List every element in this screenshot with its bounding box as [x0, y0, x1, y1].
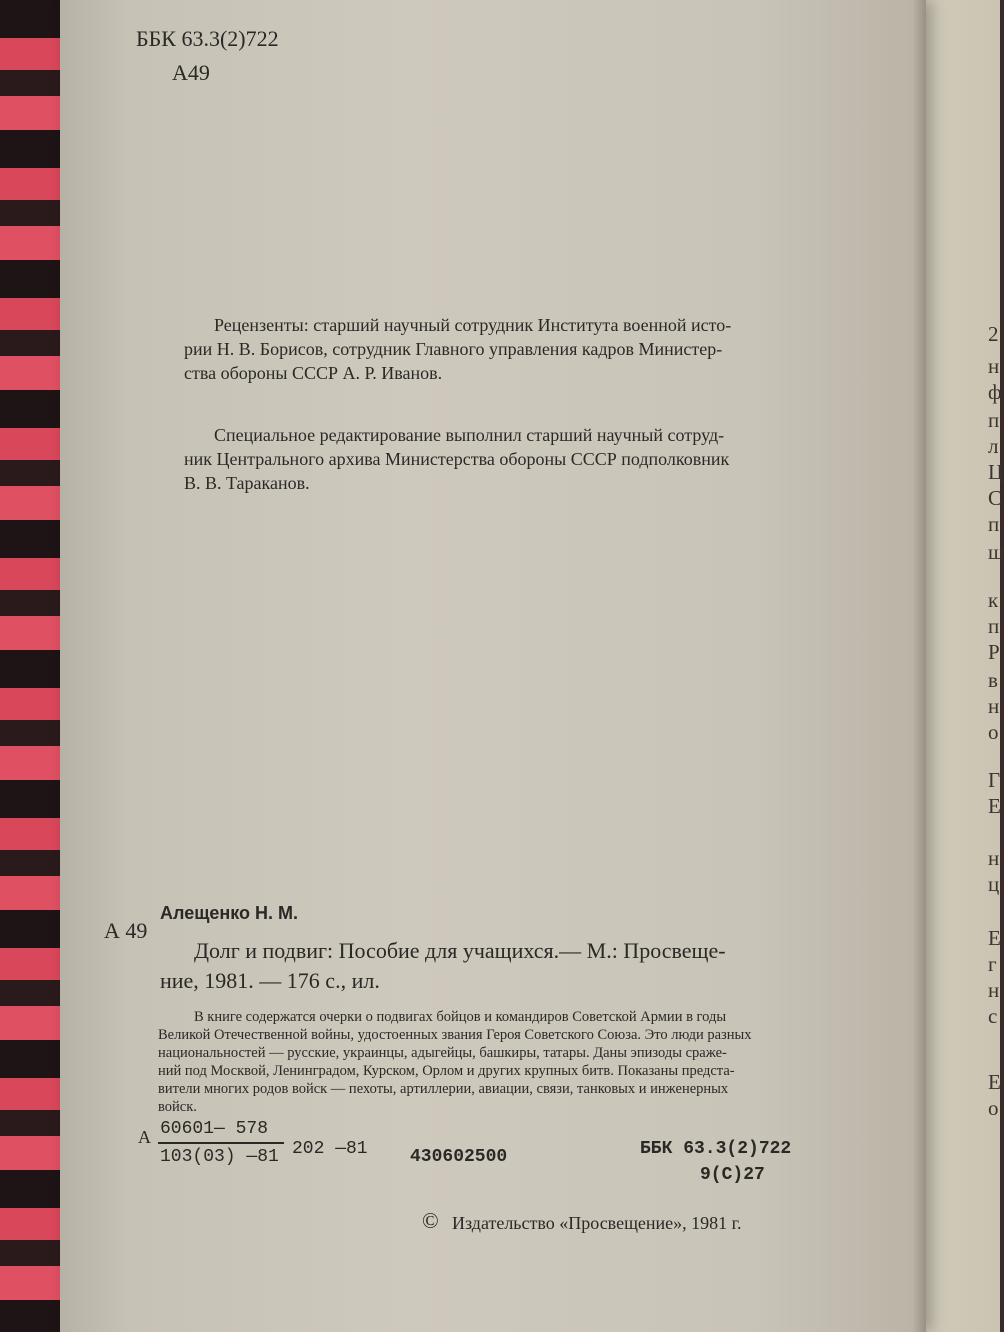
annotation-line: В книге содержатся очерки о подвигах бойцов и командиров Советской Армии в годы — [194, 1009, 727, 1025]
next-page-fragment: н — [988, 978, 1000, 1002]
editing-line: ник Центрального архива Министерства обороны СССР подполковник — [184, 449, 730, 469]
next-page-fragment: С — [988, 486, 1003, 510]
next-page-fragment: г — [988, 952, 997, 976]
index-code-header: А49 — [172, 60, 210, 85]
bbk-secondary-code: 9(С)27 — [700, 1165, 765, 1185]
author-name: Алещенко Н. М. — [160, 903, 299, 923]
annotation-line: ний под Москвой, Ленинградом, Курском, Орлом и других крупных битв. Показаны предста- — [158, 1063, 735, 1079]
annotation-line: войск. — [158, 1099, 197, 1115]
annotation-line: национальностей — русские, украинцы, адыгейцы, башкиры, татары. Даны эпизоды сраже- — [158, 1045, 727, 1061]
next-page-fragment: Ц — [988, 460, 1004, 484]
order-code: 202 —81 — [292, 1139, 368, 1159]
code-prefix: А — [138, 1127, 151, 1147]
next-page-fragment: в — [988, 668, 998, 692]
page-edge-shadow — [912, 0, 926, 1332]
copyright-symbol: © — [422, 1208, 439, 1233]
code-denominator: 103(03) —81 — [160, 1147, 279, 1167]
next-page-fragment: п — [988, 408, 1000, 432]
next-page-fragment: л — [988, 434, 999, 458]
copyright-text: Издательство «Просвещение», 1981 г. — [452, 1213, 742, 1233]
next-page-fragment: ф — [988, 380, 1002, 404]
annotation-line: вители многих родов войск — пехоты, артиллерии, авиации, связи, танковых и инженерных — [158, 1081, 729, 1097]
reviewers-line: Рецензенты: старший научный сотрудник Института военной исто- — [214, 315, 732, 335]
book-title-line: ние, 1981. — 176 с., ил. — [160, 968, 380, 993]
next-page-fragment: Е — [988, 794, 1001, 818]
fraction-line — [158, 1142, 284, 1144]
next-page-fragment: ц — [988, 872, 1000, 896]
next-page-fragment: н — [988, 694, 1000, 718]
code-numerator: 60601— 578 — [160, 1119, 269, 1139]
next-page-fragment: н — [988, 846, 1000, 870]
catalog-number: 430602500 — [410, 1147, 508, 1167]
reviewers-line: ства обороны СССР А. Р. Иванов. — [184, 363, 443, 383]
book-page — [60, 0, 926, 1332]
next-page-fragment: 2 — [988, 322, 999, 346]
reviewers-line: рии Н. В. Борисов, сотрудник Главного управления кадров Министер- — [184, 339, 723, 359]
editing-line: В. В. Тараканов. — [184, 473, 310, 493]
next-page-fragment: п — [988, 512, 1000, 536]
bbk-code-footer: ББК 63.3(2)722 — [640, 1139, 792, 1159]
next-page-fragment: Е — [988, 1070, 1001, 1094]
book-title-line: Долг и подвиг: Пособие для учащихся.— М.: Просвеще- — [194, 938, 726, 963]
next-page-fragment: к — [988, 588, 999, 612]
next-page-fragment: н — [988, 354, 1000, 378]
catalog-index: А 49 — [104, 918, 148, 943]
next-page-fragment: п — [988, 614, 1000, 638]
next-page-fragment: Е — [988, 926, 1001, 950]
next-page-fragment: ш — [988, 540, 1004, 564]
next-page-fragment: о — [988, 1096, 999, 1120]
bbk-code-header: ББК 63.3(2)722 — [136, 26, 279, 51]
next-page-fragment: Г — [988, 768, 1001, 792]
next-page-fragment: Р — [988, 640, 1000, 664]
next-page-fragment: о — [988, 720, 999, 744]
editing-line: Специальное редактирование выполнил старший научный сотруд- — [214, 425, 725, 445]
annotation-line: Великой Отечественной войны, удостоенных звания Героя Советского Союза. Это люди разных — [158, 1027, 752, 1043]
next-page-fragment: с — [988, 1004, 998, 1028]
